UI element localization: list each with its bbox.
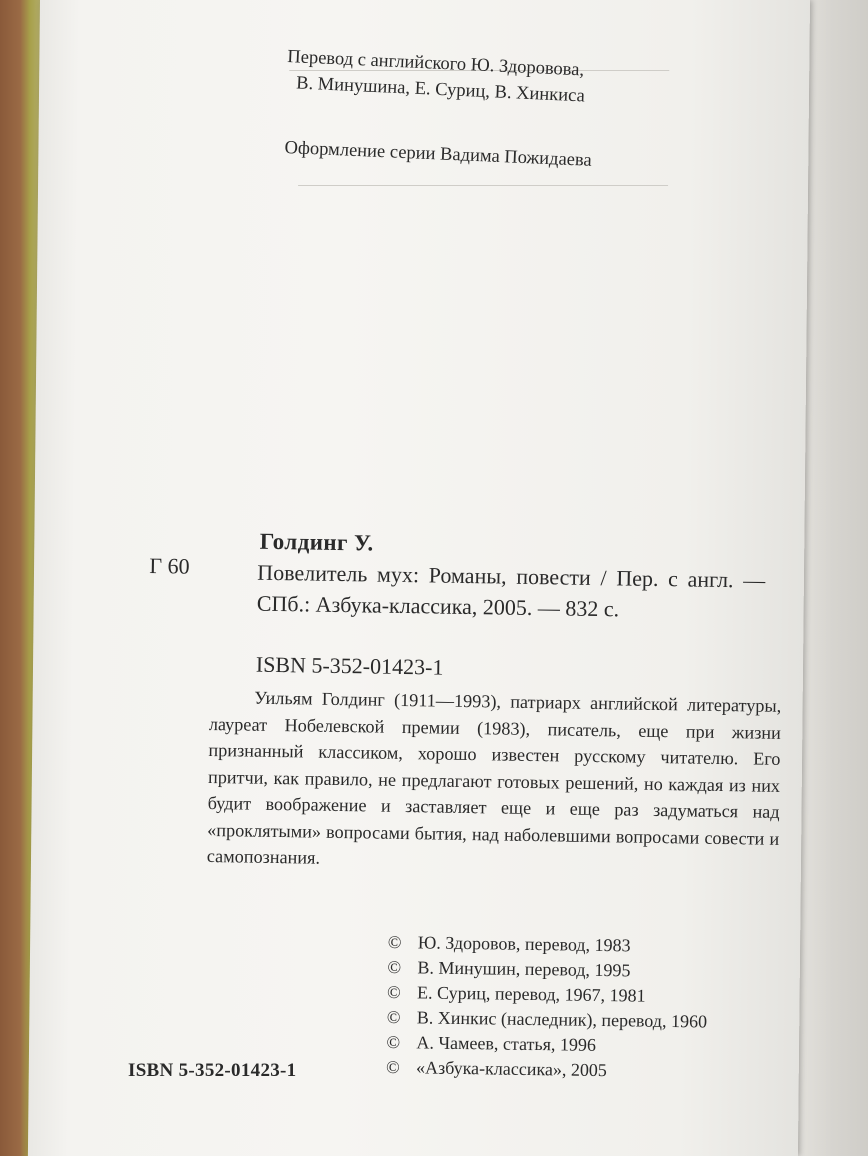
translation-line-1: Перевод с английского Ю. Здоровова, (286, 46, 585, 81)
bottom-isbn: ISBN 5-352-01423-1 (128, 1060, 297, 1081)
catalog-author: Голдинг У. (259, 528, 374, 556)
copyright-sign: © (385, 1056, 400, 1078)
copyright-sign: © (386, 1006, 401, 1028)
catalog-shelf-code: Г 60 (149, 552, 190, 579)
copyright-sign: © (387, 956, 402, 978)
copyright-list (386, 930, 768, 1085)
copyright-text: Е. Суриц, перевод, 1967, 1981 (416, 982, 646, 1006)
copyright-text: «Азбука-классика», 2005 (415, 1057, 608, 1081)
translation-line-2: В. Минушина, Е. Суриц, В. Хинкиса (295, 73, 586, 107)
catalog-isbn: ISBN 5-352-01423-1 (255, 651, 444, 680)
copyright-sign: © (386, 1031, 401, 1053)
show-through-rule (298, 185, 668, 186)
copyright-sign: © (386, 981, 401, 1003)
copyright-text: Ю. Здоровов, перевод, 1983 (417, 932, 631, 956)
copyright-item (386, 1055, 766, 1085)
catalog-title-block: Повелитель мух: Романы, повести / Пер. с англ. — СПб.: Азбука-классика, 2005. — 832 с. (256, 559, 766, 622)
catalog-annotation: Уильям Голдинг (1911—1993), патриарх английской литературы, лауреат Нобелевской премии (1983), писатель, еще при жизни признанный классиком, хорошо известен русскому читателю. Его притчи, как правило, не предлагают готовых решений, но каждая из них будит воображение и заставляет еще и еще раз задуматься над «проклятыми» вопросами бытия, над наболевшими вопросами совести и самопознания. (206, 687, 782, 868)
copyright-sign: © (387, 931, 402, 953)
copyright-text: В. Минушин, перевод, 1995 (417, 957, 631, 981)
copyright-text: А. Чамеев, статья, 1996 (416, 1032, 597, 1055)
series-design-credit: Оформление серии Вадима Пожидаева (284, 138, 593, 171)
copyright-text: В. Хинкис (наследник), перевод, 1960 (416, 1007, 708, 1032)
